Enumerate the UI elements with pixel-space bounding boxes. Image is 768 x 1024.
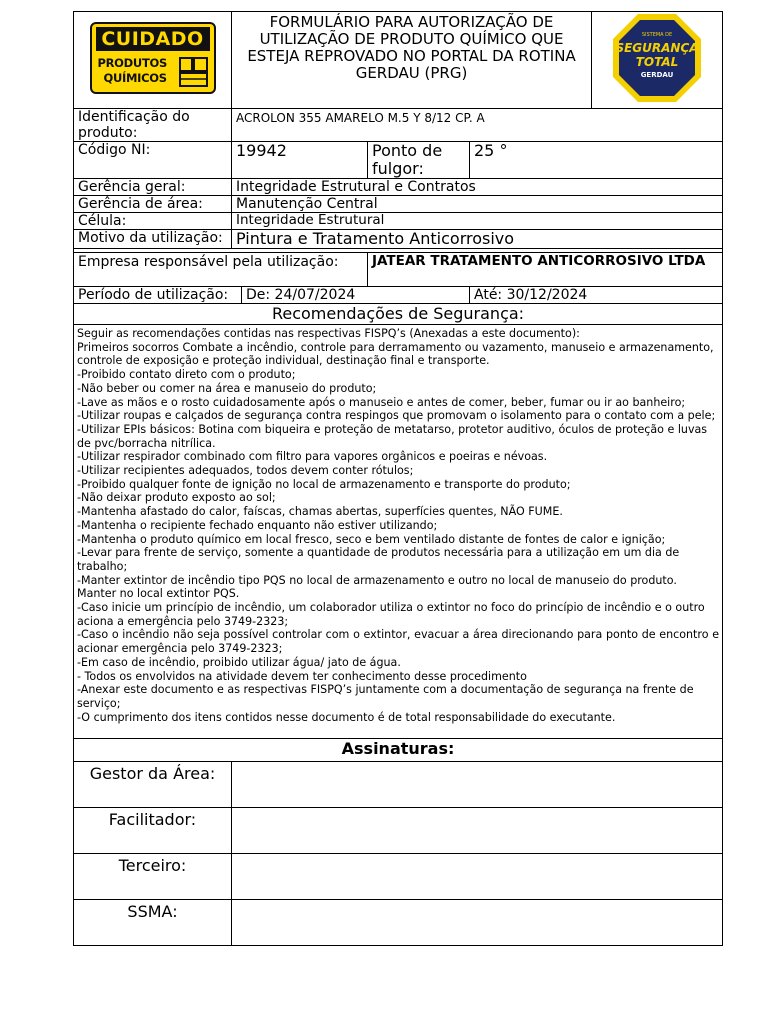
fulgor-label: Ponto de fulgor: bbox=[368, 142, 470, 179]
recommendation-line: -Anexar este documento e as respectivas FISPQ’s juntamente com a documentação de segurança na frente de serviço; bbox=[77, 683, 694, 710]
recommendation-line: -Mantenha afastado do calor, faíscas, chamas abertas, superfícies quentes, NÃO FUME. bbox=[77, 505, 563, 519]
signature-label-terceiro: Terceiro: bbox=[74, 854, 232, 900]
recommendation-line: -Levar para frente de serviço, somente a quantidade de produtos necessária para a utilização em um dia de trabalho; bbox=[77, 546, 680, 573]
recommendation-line: -Utilizar recipientes adequados, todos devem conter rótulos; bbox=[77, 464, 414, 478]
signature-field-ssma[interactable] bbox=[232, 900, 723, 946]
codigo-value: 19942 bbox=[232, 142, 368, 179]
form-table bbox=[73, 11, 723, 946]
seguranca-total-seal-cell bbox=[592, 12, 723, 109]
recommendation-line: -O cumprimento dos itens contidos nesse documento é de total responsabilidade do executante. bbox=[77, 710, 616, 724]
logo-quimicos-text: QUÍMICOS bbox=[103, 71, 167, 85]
logo-cuidado-text: CUIDADO bbox=[96, 27, 210, 51]
signatures-title: Assinaturas: bbox=[74, 739, 723, 762]
recommendation-line: -Mantenha o produto químico em local fresco, seco e bem ventilado distante de fontes de calor e ignição; bbox=[77, 532, 666, 546]
recommendation-line: -Em caso de incêndio, proibido utilizar água/ jato de água. bbox=[77, 655, 401, 669]
signature-field-facilitador[interactable] bbox=[232, 808, 723, 854]
motivo-value: Pintura e Tratamento Anticorrosivo bbox=[232, 230, 723, 249]
periodo-ate-value: Até: 30/12/2024 bbox=[470, 287, 723, 304]
celula-label: Célula: bbox=[74, 213, 232, 230]
recommendation-line: -Caso inicie um princípio de incêndio, um colaborador utiliza o extintor no foco do princípio de incêndio e o outro aciona a emergência pelo 3749-2323; bbox=[77, 601, 705, 628]
produto-label: Identificação do produto: bbox=[74, 109, 232, 142]
recommendation-line: -Utilizar roupas e calçados de segurança contra respingos que promovam o isolamento para o contato com a pele; bbox=[77, 409, 716, 423]
celula-value: Integridade Estrutural bbox=[232, 213, 723, 230]
gerencia-area-label: Gerência de área: bbox=[74, 196, 232, 213]
seguranca-total-gerdau-seal bbox=[611, 12, 703, 104]
fulgor-value: 25 ° bbox=[470, 142, 723, 179]
recommendation-line: -Mantenha o recipiente fechado enquanto não estiver utilizando; bbox=[77, 518, 438, 532]
recommendation-line: -Utilizar EPIs básicos: Botina com biqueira e proteção de metatarso, protetor auditivo, óculos de proteção e luvas de pvc/borracha nitrílica. bbox=[77, 422, 708, 450]
recommendation-line: -Manter extintor de incêndio tipo PQS no local de armazenamento e outro no local de manuseio do produto. Manter no local extintor PQS. bbox=[77, 573, 677, 601]
gerencia-geral-label: Gerência geral: bbox=[74, 179, 232, 196]
form-title: FORMULÁRIO PARA AUTORIZAÇÃO DE UTILIZAÇÃO DE PRODUTO QUÍMICO QUE ESTEJA REPROVADO NO PORTAL DA ROTINA GERDAU (PRG) bbox=[232, 12, 592, 109]
signature-label-gestor: Gestor da Área: bbox=[74, 762, 232, 808]
recommendation-line: -Lave as mãos e o rosto cuidadosamente após o manuseio e antes de comer, beber, fumar ou ir ao banheiro; bbox=[77, 395, 686, 409]
chemical-drums-icon bbox=[179, 56, 209, 88]
signature-field-terceiro[interactable] bbox=[232, 854, 723, 900]
empresa-label: Empresa responsável pela utilização: bbox=[74, 253, 368, 287]
recommendation-line: -Utilizar respirador combinado com filtro para vapores orgânicos e poeiras e névoas. bbox=[77, 450, 548, 464]
periodo-label: Período de utilização: bbox=[74, 287, 242, 304]
gerencia-area-value: Manutenção Central bbox=[232, 196, 723, 213]
produto-value: ACROLON 355 AMARELO M.5 Y 8/12 CP. A bbox=[232, 109, 723, 142]
recommendation-line: -Proibido contato direto com o produto; bbox=[77, 368, 296, 382]
signature-label-facilitador: Facilitador: bbox=[74, 808, 232, 854]
recommendation-line: -Caso o incêndio não seja possível controlar com o extintor, evacuar a área direcionando para ponto de encontro e acionar emergência pelo 3749-2323; bbox=[77, 628, 720, 656]
recommendation-line: -Proibido qualquer fonte de ignição no local de armazenamento e transporte do produto; bbox=[77, 477, 571, 491]
seal-total-text: TOTAL bbox=[635, 55, 679, 69]
periodo-de-value: De: 24/07/2024 bbox=[242, 287, 470, 304]
gerencia-geral-value: Integridade Estrutural e Contratos bbox=[232, 179, 723, 196]
recommendation-line: -Não beber ou comer na área e manuseio do produto; bbox=[77, 381, 377, 395]
signature-label-ssma: SSMA: bbox=[74, 900, 232, 946]
cuidado-produtos-quimicos-logo bbox=[90, 22, 216, 94]
authorization-form bbox=[73, 11, 722, 946]
recommendation-line: -Não deixar produto exposto ao sol; bbox=[77, 491, 276, 505]
recommendations-title: Recomendações de Segurança: bbox=[74, 304, 723, 325]
codigo-label: Código NI: bbox=[74, 142, 232, 179]
recommendation-line: - Todos os envolvidos na atividade devem ter conhecimento desse procedimento bbox=[77, 669, 527, 683]
recommendations-body bbox=[74, 325, 723, 739]
recommendation-line: Seguir as recomendações contidas nas respectivas FISPQ’s (Anexadas a este documento): bbox=[77, 327, 580, 340]
signature-field-gestor[interactable] bbox=[232, 762, 723, 808]
empresa-value: JATEAR TRATAMENTO ANTICORROSIVO LTDA bbox=[368, 253, 723, 287]
motivo-label: Motivo da utilização: bbox=[74, 230, 232, 249]
logo-produtos-text: PRODUTOS bbox=[97, 56, 167, 70]
cuidado-logo-cell bbox=[74, 12, 232, 109]
seal-seguranca-text: SEGURANÇA bbox=[615, 41, 699, 55]
seal-gerdau-text: GERDAU bbox=[640, 71, 674, 79]
recommendation-line: Primeiros socorros Combate a incêndio, controle para derramamento ou vazamento, manuseio e armazenamento, controle de exposição e proteção individual, destinação final e transporte. bbox=[77, 340, 714, 368]
seal-top-text: SISTEMA DE bbox=[641, 32, 673, 38]
